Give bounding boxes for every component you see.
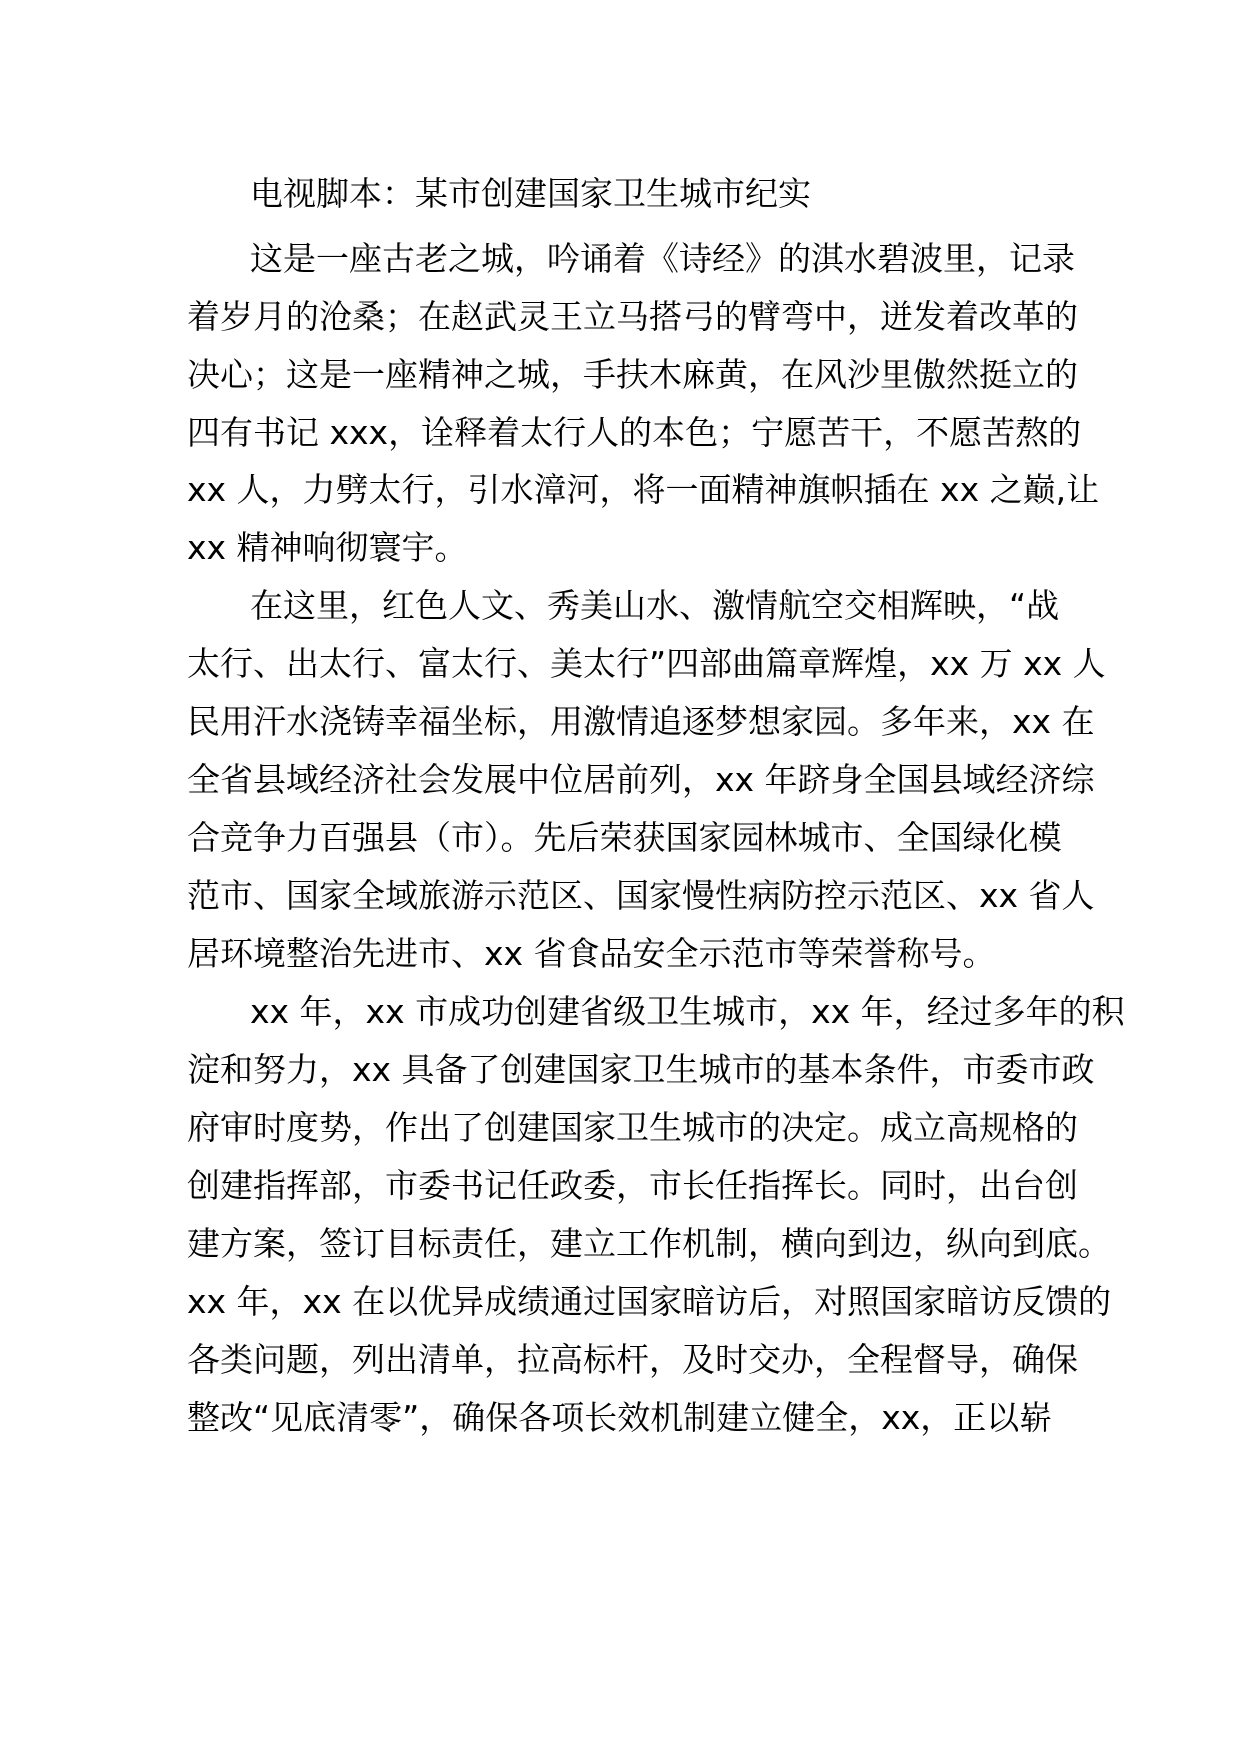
paragraph-line: xx 人，力劈太行，引水漳河，将一面精神旗帜插在 xx 之巅,让 — [187, 470, 1100, 509]
paragraph-line: 淀和努力，xx 具备了创建国家卫生城市的基本条件，市委市政 — [187, 1050, 1095, 1089]
paragraph-line: 各类问题，列出清单，拉高标杆，及时交办，全程督导，确保 — [187, 1340, 1078, 1379]
paragraph-line: 合竞争力百强县（市）。先后荣获国家园林城市、全国绿化模 — [187, 818, 1062, 857]
document-title: 电视脚本：某市创建国家卫生城市纪实 — [250, 174, 811, 213]
paragraph-line: xx 精神响彻寰宇。 — [187, 528, 468, 567]
paragraph-line: 全省县域经济社会发展中位居前列，xx 年跻身全国县域经济综 — [187, 760, 1095, 799]
paragraph-line: 太行、出太行、富太行、美太行”四部曲篇章辉煌，xx 万 xx 人 — [187, 644, 1106, 683]
paragraph-line: xx 年，xx 市成功创建省级卫生城市，xx 年，经过多年的积 — [250, 992, 1125, 1031]
paragraph-line: 民用汗水浇铸幸福坐标，用激情追逐梦想家园。多年来，xx 在 — [187, 702, 1095, 741]
paragraph-line: 范市、国家全域旅游示范区、国家慢性病防控示范区、xx 省人 — [187, 876, 1095, 915]
paragraph-line: 府审时度势，作出了创建国家卫生城市的决定。成立高规格的 — [187, 1108, 1078, 1147]
paragraph-line: 创建指挥部，市委书记任政委，市长任指挥长。同时，出台创 — [187, 1166, 1078, 1205]
paragraph-line: 整改“见底清零”，确保各项长效机制建立健全，xx，正以崭 — [187, 1398, 1053, 1437]
paragraph-line: 在这里，红色人文、秀美山水、激情航空交相辉映，“战 — [250, 586, 1060, 625]
paragraph-line: xx 年，xx 在以优异成绩通过国家暗访后，对照国家暗访反馈的 — [187, 1282, 1112, 1321]
paragraph-line: 建方案，签订目标责任，建立工作机制，横向到边，纵向到底。 — [187, 1224, 1111, 1263]
paragraph-line: 居环境整治先进市、xx 省食品安全示范市等荣誉称号。 — [187, 934, 996, 973]
paragraph-line: 决心；这是一座精神之城，手扶木麻黄，在风沙里傲然挺立的 — [187, 355, 1078, 394]
paragraph-line: 这是一座古老之城，吟诵着《诗经》的淇水碧波里，记录 — [250, 239, 1075, 278]
paragraph-line: 四有书记 xxx，诠释着太行人的本色；宁愿苦干，不愿苦熬的 — [187, 413, 1082, 452]
paragraph-line: 着岁月的沧桑；在赵武灵王立马搭弓的臂弯中，迸发着改革的 — [187, 297, 1078, 336]
